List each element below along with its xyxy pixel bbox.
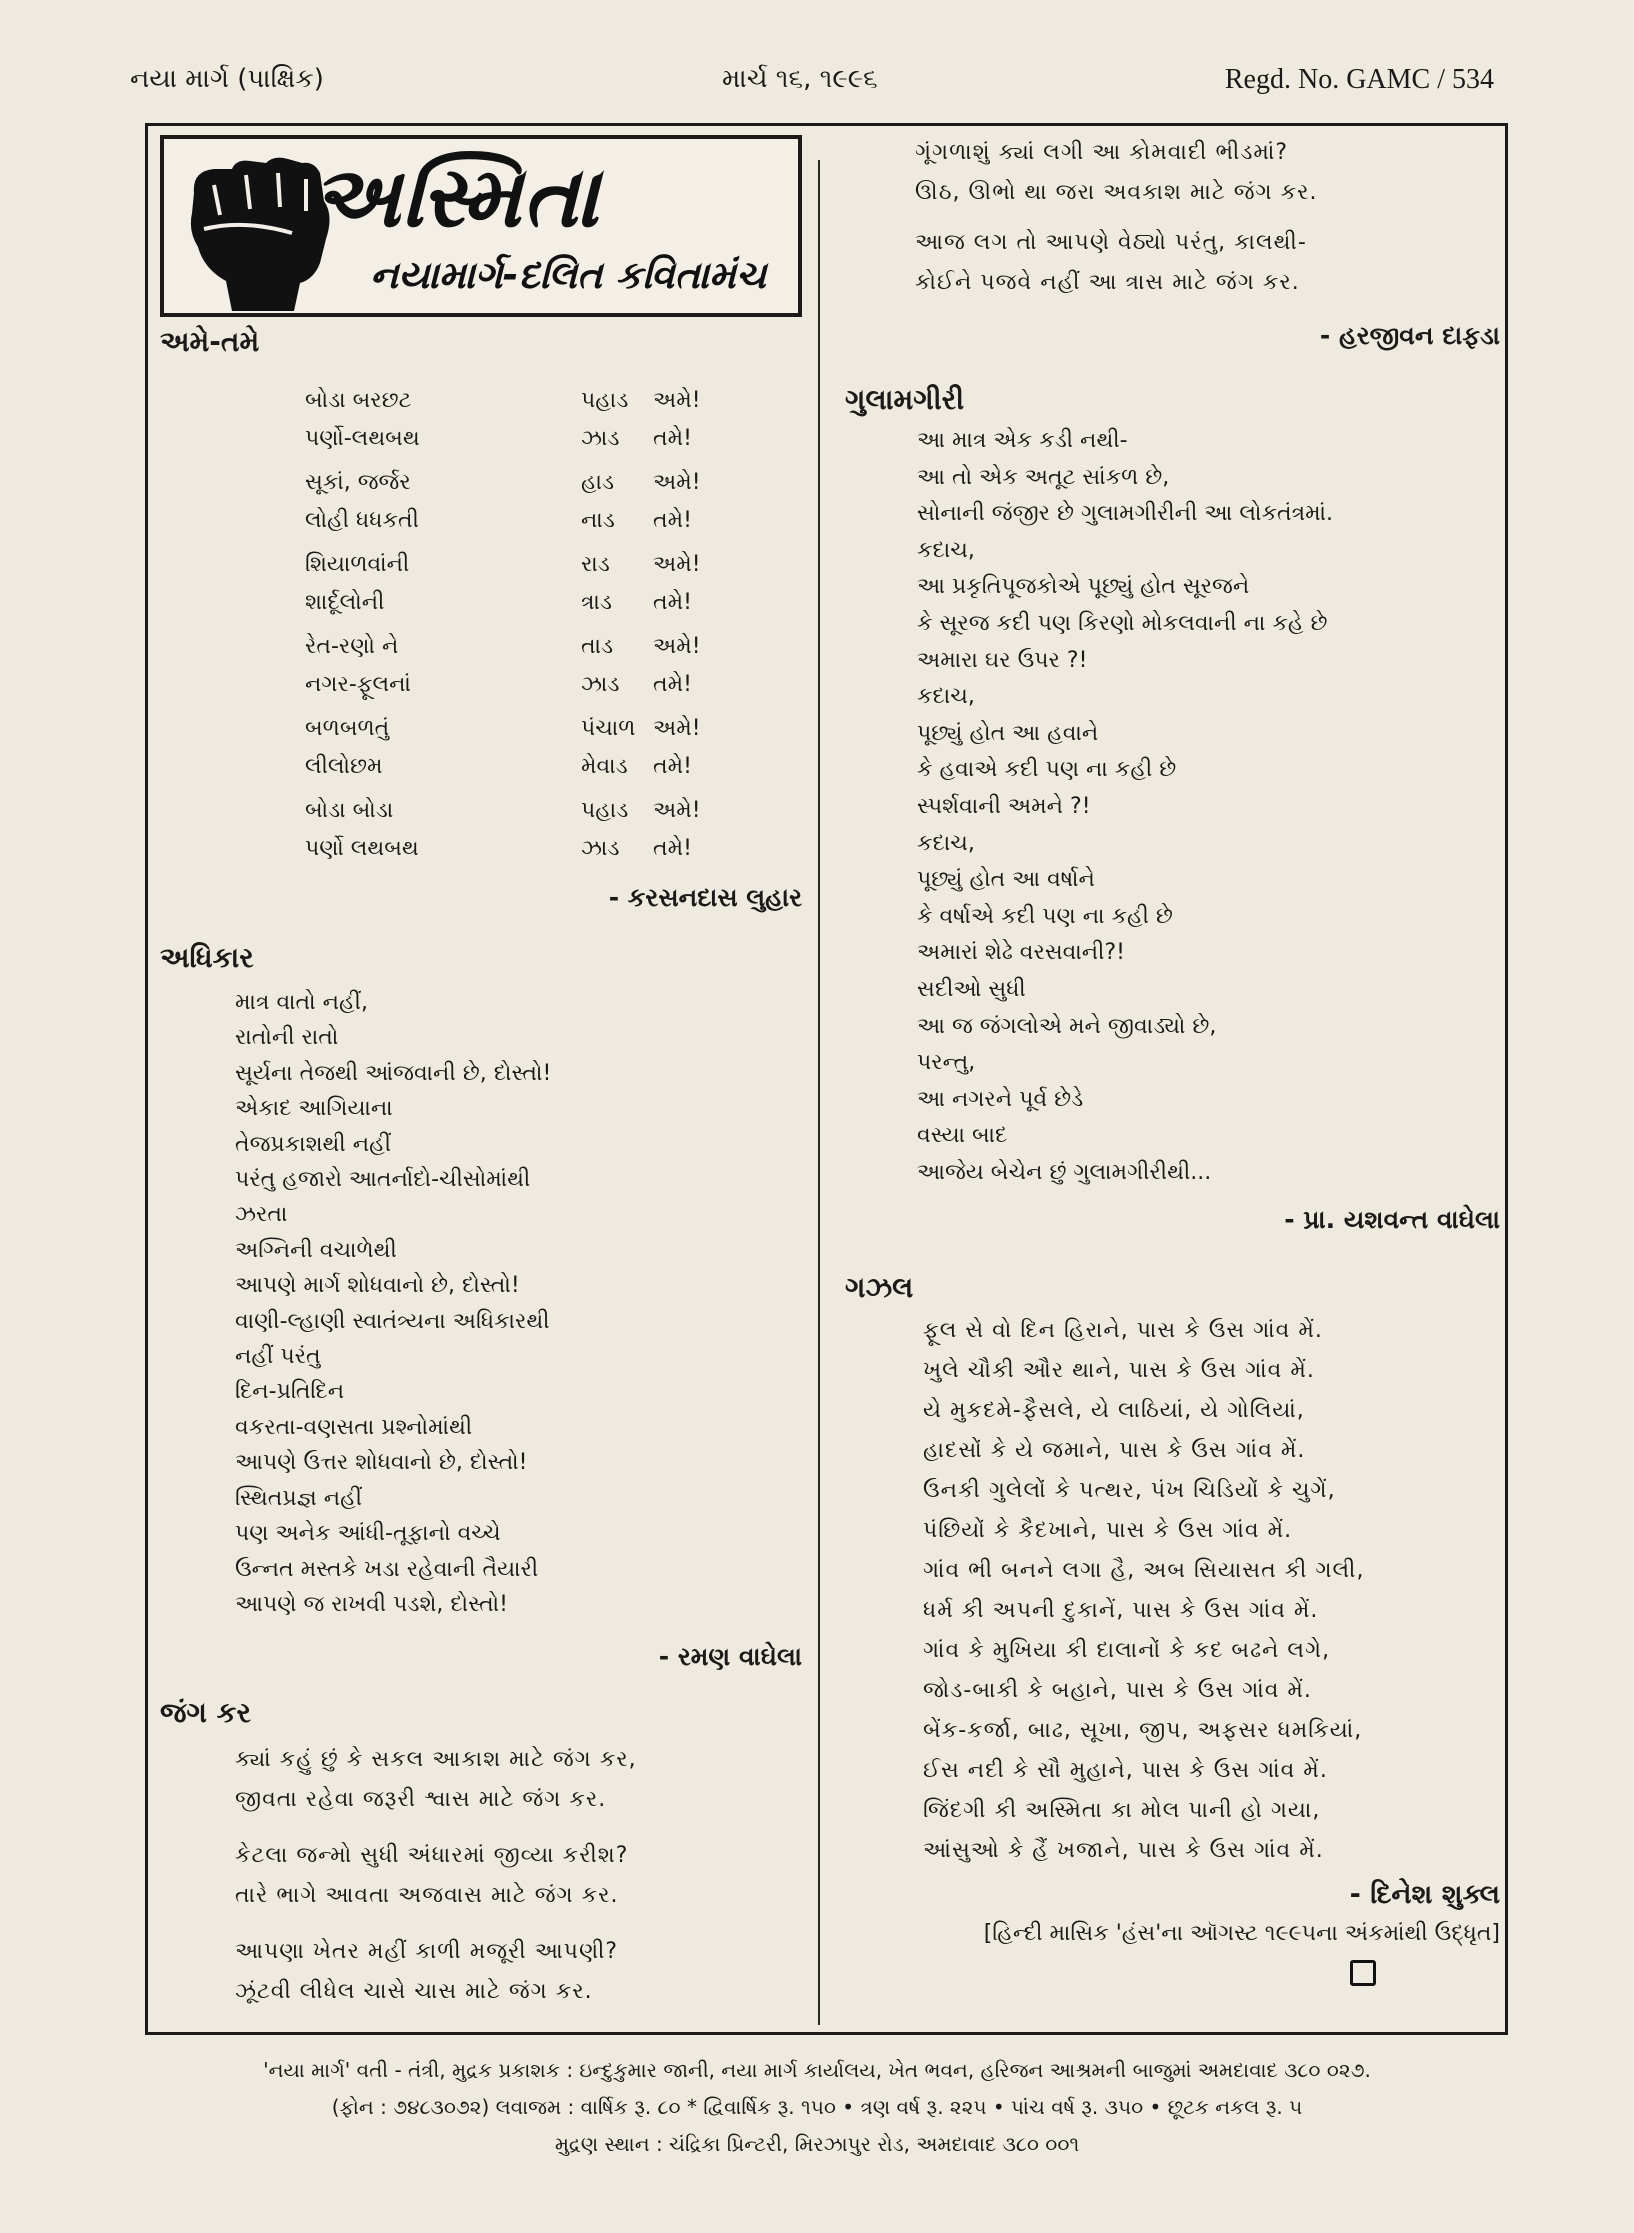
poem-line: પરંતુ હજારો આતર્નાદો-ચીસોમાંથી (235, 1167, 531, 1193)
poem-line: ઉનકી ગુલેલોં કે પત્થર, પંખ ચિડિયોં કે ચુગેં, (923, 1478, 1336, 1504)
poem-line: પૂછ્યું હોત આ હવાને (917, 720, 1099, 746)
poem-body (235, 1740, 810, 2012)
poem-line: આજ લગ તો આપણે વેઠ્યો પરંતુ, કાલથી- (915, 230, 1307, 255)
publication-name: નયા માર્ગ (પાક્ષિક) (130, 64, 324, 94)
poem-line: અમારાં શેઢે વરસવાની?! (917, 940, 1125, 966)
poem-line: આ તો એક અતૂટ સાંકળ છે, (917, 464, 1170, 490)
poem-line: દિન-પ્રતિદિન (235, 1379, 345, 1405)
poem-line: ગાંવ ભી બનને લગા હૈ, અબ સિયાસત કી ગલી, (923, 1558, 1365, 1584)
end-of-article-icon (1350, 1960, 1376, 1986)
poem-author: - હરજીવન દાફડા (1319, 321, 1500, 350)
poem-line: આંસુઓ કે હૈં ખજાને, પાસ કે ઉસ ગાંવ મેં. (923, 1838, 1324, 1864)
poem-line: સૂર્યના તેજથી આંજવાની છે, દોસ્તો! (235, 1060, 552, 1086)
poem-line: આ જ જંગલોએ મને જીવાડ્યો છે, (917, 1013, 1217, 1039)
poem-line: પર્ણો લથબથ ઝાડ તમે! (305, 835, 692, 861)
issue-date: માર્ચ ૧૬, ૧૯૯૬ (722, 64, 878, 94)
poem-line: ઉન્નત મસ્તકે ખડા રહેવાની તૈયારી (235, 1556, 539, 1582)
poem-line: એકાદ આગિયાના (235, 1096, 393, 1122)
column-divider (818, 160, 820, 2025)
poem-line: કે સૂરજ કદી પણ કિરણો મોકલવાની ના કહે છે (917, 610, 1328, 636)
poem-author: - રમણ વાઘેલા (658, 1642, 802, 1672)
poem-line: રેત-રણો ને તાડ અમે! (305, 633, 701, 659)
poem-line: અમારા ઘર ઉપર ?! (917, 647, 1088, 673)
asmita-logo (160, 135, 802, 317)
poem-line: શાર્દૂલોની ત્રાડ તમે! (305, 589, 692, 615)
poem-line: લીલોછમ મેવાડ તમે! (305, 753, 692, 779)
poem-line: કેટલા જન્મો સુધી અંધારમાં જીવ્યા કરીશ? (235, 1843, 629, 1869)
poem-line: આ નગરને પૂર્વ છેડે (917, 1086, 1084, 1112)
poem-author: - પ્રા. યશવન્ત વાઘેલા (1284, 1205, 1500, 1235)
poem-line: નગર-ફૂલનાં ઝાડ તમે! (305, 671, 692, 697)
poem-jang-kar-part1 (160, 1696, 810, 2012)
poem-line: માત્ર વાતો નહીં, (235, 990, 368, 1015)
poem-line: ઊઠ, ઊભો થા જરા અવકાશ માટે જંગ કર. (915, 180, 1318, 205)
logo-title: અસ્મિતા (312, 147, 600, 246)
poem-jang-kar-part2 (915, 133, 1500, 303)
poem-line: શિયાળવાંની રાડ અમે! (305, 551, 701, 577)
poem-line: પરન્તુ, (917, 1050, 976, 1076)
poem-gazal (845, 1271, 1500, 1990)
poem-line: જીવતા રહેવા જરૂરી શ્વાસ માટે જંગ કર. (235, 1787, 607, 1813)
logo-subtitle: નયામાર્ગ-દલિત કવિતામંચ (370, 253, 767, 297)
poem-line: હાદસોં કે યે જમાને, પાસ કે ઉસ ગાંવ મેં. (923, 1438, 1306, 1464)
poem-gulamgiri (845, 383, 1500, 1235)
poem-line: બેંક-કર્જા, બાઢ, સૂખા, જીપ, અફસર ધમકિયાં, (923, 1718, 1363, 1744)
poem-line: કે હવાએ કદી પણ ના કહી છે (917, 757, 1177, 783)
poem-line: ક્યાં કહું છું કે સકલ આકાશ માટે જંગ કર, (235, 1747, 637, 1773)
poem-body (235, 985, 810, 1622)
poem-line: આપણે માર્ગ શોધવાનો છે, દોસ્તો! (235, 1273, 520, 1299)
poem-line: સોનાની જંજીર છે ગુલામગીરીની આ લોકતંત્રમાં. (917, 501, 1334, 527)
poem-author: - કરસનદાસ લુહાર (608, 883, 802, 912)
poem-line: પંછિયોં કે કૈદખાને, પાસ કે ઉસ ગાંવ મેં. (923, 1518, 1293, 1544)
poem-line: અગ્નિની વચાળેથી (235, 1237, 397, 1263)
poem-line: વકરતા-વણસતા પ્રશ્નોમાંથી (235, 1414, 473, 1440)
poem-line: બળબળતું પંચાળ અમે! (305, 715, 701, 741)
poem-adhikar (160, 941, 810, 1672)
poem-title: અમે-તમે (160, 325, 260, 358)
poem-line: ફૂલ સે વો દિન હિરાને, પાસ કે ઉસ ગાંવ મેં. (923, 1318, 1323, 1344)
poem-line: સદીઓ સુધી (917, 976, 1026, 1002)
poem-body (923, 1311, 1500, 1871)
poem-line: આ માત્ર એક કડી નથી- (917, 428, 1128, 453)
poem-line: ઈસ નદી કે સૌ મુહાને, પાસ કે ઉસ ગાંવ મેં. (923, 1758, 1328, 1784)
poem-line: સ્પર્શવાની અમને ?! (917, 793, 1091, 819)
poem-ame-tame (160, 325, 810, 913)
poem-line: તારે ભાગે આવતા અજવાસ માટે જંગ કર. (235, 1883, 619, 1909)
poem-line: વાણી-લ્હાણી સ્વાતંત્ર્યના અધિકારથી (235, 1308, 550, 1334)
poem-line: આજેય બેચેન છું ગુલામગીરીથી... (917, 1159, 1212, 1185)
poem-title: જંગ કર (160, 1696, 251, 1730)
poem-line: કદાચ, (917, 537, 975, 563)
poem-line: રાતોની રાતો (235, 1025, 339, 1051)
poem-line: ખુલે ચૌકી ઔર થાને, પાસ કે ઉસ ગાંવ મેં. (923, 1358, 1315, 1384)
poem-title: અધિકાર (160, 941, 254, 974)
poem-line: ઝરતા (235, 1202, 288, 1228)
left-column (160, 135, 810, 2025)
right-column (845, 133, 1500, 2028)
end-mark (845, 1960, 1500, 1990)
poem-line: આ પ્રકૃતિપૂજકોએ પૂછ્યું હોત સૂરજને (917, 574, 1250, 600)
poem-line: સ્થિતપ્રજ્ઞ નહીં (235, 1485, 363, 1511)
poem-line: જિંદગી કી અસ્મિતા કા મોલ પાની હો ગયા, (923, 1798, 1321, 1824)
poem-line: કે વર્ષાએ કદી પણ ના કહી છે (917, 903, 1173, 929)
poem-title: ગઝલ (845, 1271, 914, 1305)
poem-line: બોડા બરછટ પહાડ અમે! (305, 387, 701, 413)
poem-body (305, 381, 810, 867)
poem-line: જોડ-બાકી કે બહાને, પાસ કે ઉસ ગાંવ મેં. (923, 1678, 1312, 1704)
poem-line: આપણે જ રાખવી પડશે, દોસ્તો! (235, 1591, 508, 1617)
poem-author: - દિનેશ શુક્લ (1349, 1879, 1500, 1911)
poem-line: કદાચ, (917, 684, 975, 710)
poem-line: ઝૂંટવી લીધેલ ચાસે ચાસ માટે જંગ કર. (235, 1979, 593, 2005)
poem-line: નહીં પરંતુ (235, 1344, 321, 1370)
page-header (0, 58, 1634, 108)
poem-line: કદાચ, (917, 830, 975, 856)
poem-line: સૂકાં, જર્જર હાડ અમે! (305, 469, 701, 495)
poem-line: પર્ણો-લથબથ ઝાડ તમે! (305, 425, 692, 451)
poem-line: આપણે ઉત્તર શોધવાનો છે, દોસ્તો! (235, 1450, 528, 1476)
poem-line: ગાંવ કે મુખિયા કી દાલાનોં કે કદ બઢને લગે, (923, 1638, 1331, 1664)
poem-line: તેજપ્રકાશથી નહીં (235, 1131, 392, 1157)
imprint-line: મુદ્રણ સ્થાન : ચંદ્રિકા પ્રિન્ટરી, મિરઝાપુર રોડ, અમદાવાદ ૩૮૦ ૦૦૧ (554, 2132, 1080, 2156)
poem-line: યે મુકદમે-ફૈસલે, યે લાઠિયાં, યે ગોલિયાં, (923, 1398, 1305, 1424)
poem-line: કોઈને પજવે નહીં આ ત્રાસ માટે જંગ કર. (915, 270, 1300, 295)
poem-line: ગૂંગળાશું ક્યાં લગી આ કોમવાદી ભીડમાં? (915, 140, 1289, 165)
imprint-footer (0, 2052, 1634, 2163)
poem-line: આપણા ખેતર મહીં કાળી મજૂરી આપણી? (235, 1939, 619, 1965)
poem-line: ધર્મ કી અપની દુકાનેં, પાસ કે ઉસ ગાંવ મેં. (923, 1598, 1319, 1624)
poem-line: બોડા બોડા પહાડ અમે! (305, 797, 701, 823)
poem-line: પૂછ્યું હોત આ વર્ષાને (917, 867, 1095, 893)
poem-line: વસ્યા બાદ (917, 1123, 1008, 1149)
poem-body (917, 423, 1500, 1191)
source-note: [હિન્દી માસિક 'હંસ'ના ઑગસ્ટ ૧૯૯૫ના અંકમાંથી ઉદ્ધૃત] (983, 1921, 1500, 1947)
poem-line: પણ અનેક આંધી-તૂફાનો વચ્ચે (235, 1521, 501, 1547)
imprint-line: (ફોન : ૭૪૮૩૦૭૨) લવાજમ : વાર્ષિક રૂ. ૮૦ * દ્વિવાર્ષિક રૂ. ૧૫૦ • ત્રણ વર્ષ રૂ. ૨૨૫ • પાંચ વર્ષ રૂ. ૩૫૦ • છૂટક નકલ રૂ. ૫ (331, 2095, 1303, 2119)
poem-title: ગુલામગીરી (845, 383, 965, 416)
poem-line: લોહી ધધકતી નાડ તમે! (305, 507, 692, 533)
imprint-line: 'નયા માર્ગ' વતી - તંત્રી, મુદ્રક પ્રકાશક : ઇન્દુકુમાર જાની, નયા માર્ગ કાર્યાલય, ખેત ભવન, હરિજન આશ્રમની બાજુમાં અમદાવાદ ૩૮૦ ૦૨૭. (263, 2058, 1371, 2082)
registration-number: Regd. No. GAMC / 534 (1224, 64, 1494, 95)
